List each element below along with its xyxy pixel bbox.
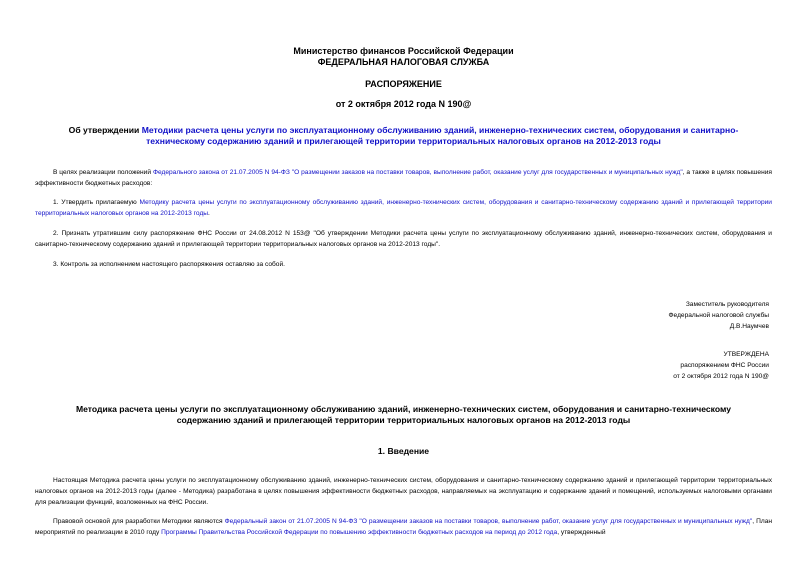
item-1-pre: 1. Утвердить прилагаемую [53, 199, 140, 206]
title-prefix: Об утверждении [68, 125, 142, 135]
federal-law-link[interactable]: Федерального закона от 21.07.2005 N 94-ФЗ "О размещении заказов на поставки товаров, выполнение работ, оказание услуг для государственных и муниципальных нужд" [152, 169, 683, 176]
ministry-name: Министерство финансов Российской Федерации [293, 46, 514, 56]
law-link-2[interactable]: Федеральный закон от 21.07.2005 N 94-ФЗ "О размещении заказов на поставки товаров, выполнение работ, оказание услуг для государственных и муниципальных нужд" [224, 518, 753, 525]
paragraph-intro-method: Настоящая Методика расчета цены услуги по эксплуатационному обслуживанию зданий, инженерно-технических систем, оборудования и санитарно-техническому содержанию зданий и прилегающей территории территориальных налоговых органов на 2012-2013 годы (далее - Методика) разработана в целях повышения эффективности бюджетных расходов, направляемых на эксплуатацию и содержание зданий и помещений, используемых налоговыми органами для реализации функций, возложенных на ФНС России. [35, 477, 772, 506]
service-name: ФЕДЕРАЛЬНАЯ НАЛОГОВАЯ СЛУЖБА [317, 57, 490, 67]
item-2: 2. Признать утратившим силу распоряжение ФНС России от 24.08.2012 N 153@ "Об утверждении Методики расчета цены услуги по эксплуатационному обслуживанию зданий, инженерно-технических систем, оборудования и санитарно-техническому содержанию зданий и прилегающей территории территориальных налоговых органов на 2012-2013 годы". [35, 230, 772, 248]
approved-date: от 2 октября 2012 года N 190@ [673, 373, 769, 380]
item-1-post: . [208, 210, 210, 217]
approval-block [509, 349, 769, 382]
doc-date: от 2 октября 2012 года N 190@ [335, 99, 472, 109]
signature-org: Федеральной налоговой службы [668, 312, 769, 319]
signature-position: Заместитель руководителя [685, 301, 769, 308]
intro-pre: В целях реализации положений [53, 169, 153, 176]
approved-label: УТВЕРЖДЕНА [723, 351, 769, 358]
paragraph-legal-basis [35, 516, 772, 538]
item-3: 3. Контроль за исполнением настоящего распоряжения оставляю за собой. [53, 261, 285, 268]
signature-block [509, 299, 769, 332]
para2-pre: Правовой основой для разработки Методики являются [53, 518, 225, 525]
method-title: Методика расчета цены услуги по эксплуатационному обслуживанию зданий, инженерно-технических систем, оборудования и санитарно-техническому содержанию зданий и прилегающей территории территориальных налоговых органов на 2012-2013 годы [75, 404, 732, 425]
doc-type: РАСПОРЯЖЕНИЕ [365, 79, 442, 89]
approved-by: распоряжением ФНС России [680, 362, 769, 369]
intro-paragraph [35, 167, 772, 189]
para2-post: , утвержденный [557, 529, 606, 536]
section-heading: 1. Введение [377, 446, 430, 456]
para2-mid: , План мероприятий по реализации в 2010 году [35, 518, 773, 536]
intro-post: , а также в целях повышения эффективности бюджетных расходов: [35, 169, 772, 187]
government-program-link[interactable]: Программы Правительства Российской Федерации по повышению эффективности бюджетных расходов на период до 2012 года [161, 529, 558, 536]
signature-name: Д.В.Наумчев [729, 323, 769, 330]
methodology-link[interactable]: Методику расчета цены услуги по эксплуатационному обслуживанию зданий, инженерно-технических систем, оборудования и санитарно-техническому содержанию зданий и прилегающей территории территориальных налоговых органов на 2012-2013 годы [35, 199, 772, 217]
page-title [50, 125, 757, 147]
title-link[interactable]: Методики расчета цены услуги по эксплуатационному обслуживанию зданий, инженерно-технических систем, оборудования и санитарно-техническому содержанию зданий и прилегающей территории территориальных налоговых органов на 2012-2013 годы [141, 125, 739, 146]
item-1 [35, 197, 772, 219]
